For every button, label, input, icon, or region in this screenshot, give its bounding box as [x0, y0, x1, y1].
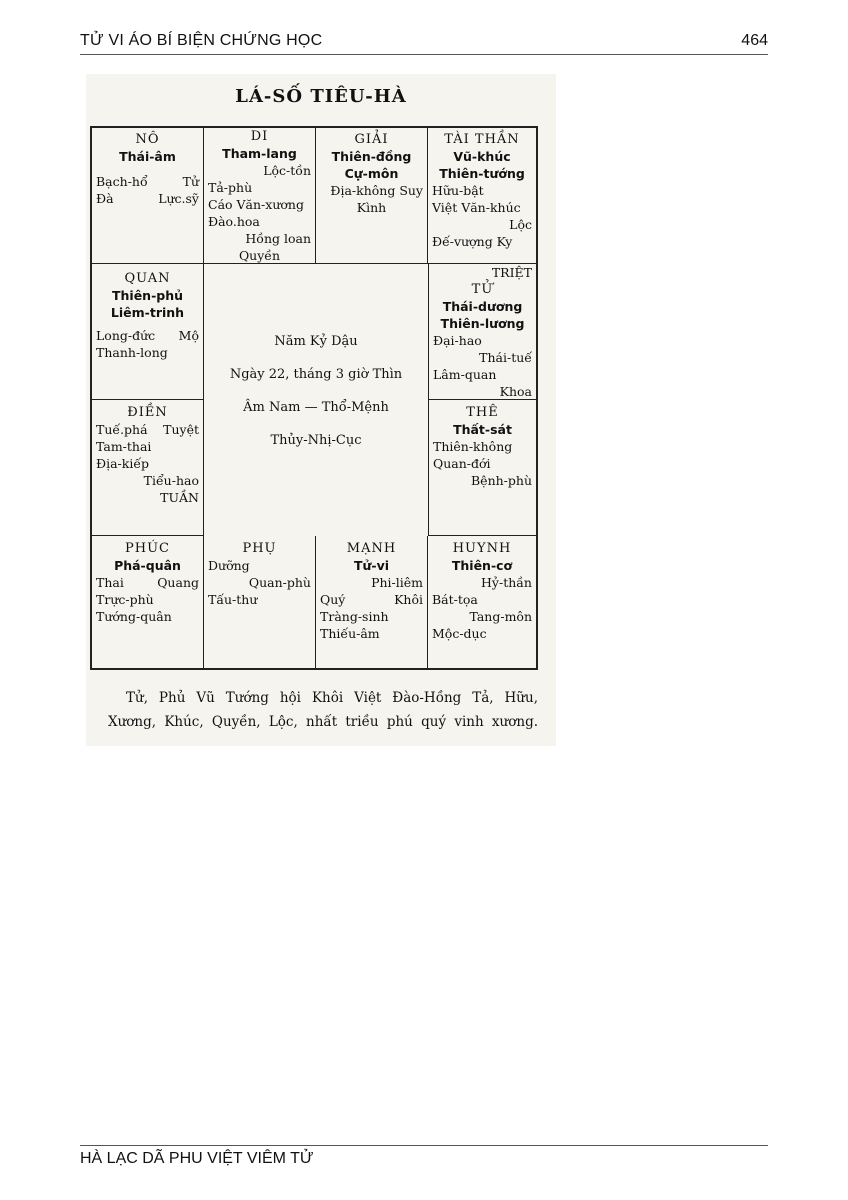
star-line: Bạch-hổ Tử	[96, 174, 199, 189]
star-line: Việt Văn-khúc	[432, 200, 521, 215]
star-line: Long-đức Mộ	[96, 328, 199, 343]
star-line: Tấu-thư	[208, 592, 258, 607]
star-line: Thai Quang	[96, 575, 199, 590]
star-line: Đại-hao	[433, 333, 482, 348]
chart-center-info	[204, 264, 428, 536]
star-line: Hữu-bật	[432, 183, 484, 198]
birth-date: Ngày 22, tháng 3 giờ Thìn	[229, 367, 403, 382]
star-line: Phi-liêm	[371, 575, 423, 590]
footer-text: HÀ LẠC DÃ PHU VIỆT VIÊM TỬ	[80, 1150, 314, 1167]
scanned-chart-image	[86, 74, 556, 746]
cell-dien	[92, 400, 204, 536]
star-line: Lộc-tồn	[263, 163, 311, 178]
star-line: Thiên-không	[433, 439, 513, 454]
star-line: Tang-môn	[469, 609, 532, 624]
main-star: Thiên-phủ	[111, 288, 184, 303]
star-line: Lâm-quan	[433, 367, 497, 382]
chart-title: LÁ-SỐ TIÊU-HÀ	[235, 86, 407, 107]
star-line: Địa-kiếp	[96, 456, 150, 471]
main-star: Thiên-đồng	[331, 149, 412, 164]
palace-the: THÊ	[466, 405, 499, 420]
cell-giai	[316, 128, 428, 264]
palace-huynh: HUYNH	[452, 541, 512, 556]
star-line: Khoa	[499, 384, 532, 399]
palace-giai: GIẢI	[354, 132, 389, 147]
element-cuc: Thủy-Nhị-Cục	[270, 433, 362, 448]
main-star: Tử-vi	[353, 558, 390, 573]
palace-di: DI	[250, 129, 269, 144]
star-line: Tả-phù	[208, 180, 253, 195]
star-line: Tràng-sinh	[320, 609, 389, 624]
main-star: Tham-lang	[222, 146, 297, 161]
star-line: Quý Khôi	[320, 592, 423, 607]
cell-phuc	[92, 536, 204, 668]
star-line: Đế-vượng Ky	[432, 234, 513, 249]
star-line: Kình	[356, 200, 387, 215]
star-line: Bệnh-phù	[470, 473, 532, 488]
cell-menh	[316, 536, 428, 668]
star-line: Đà Lực.sỹ	[96, 191, 199, 206]
star-line: Mộc-dục	[432, 626, 487, 641]
cell-huynh	[428, 536, 536, 668]
star-line: Lộc	[509, 217, 532, 232]
main-star: Cự-môn	[344, 166, 399, 181]
star-line: Quan-phù	[248, 575, 311, 590]
star-line: Thanh-long	[96, 345, 168, 360]
cell-the	[428, 400, 536, 536]
star-line: Bát-tọa	[432, 592, 478, 607]
palace-quan: QUAN	[124, 271, 171, 286]
main-star: Thất-sát	[453, 422, 512, 437]
main-star: Thiên-tướng	[439, 166, 525, 181]
star-line: Quyền	[238, 248, 281, 263]
palace-tu: TỬ	[471, 282, 494, 297]
star-line: Tam-thai	[96, 439, 152, 454]
cell-tai-than	[428, 128, 536, 264]
main-star: Phá-quân	[114, 558, 181, 573]
star-line: Thiếu-âm	[320, 626, 380, 641]
main-star: Thái-âm	[119, 149, 176, 164]
page-header	[80, 30, 768, 55]
palace-phuc: PHÚC	[125, 541, 170, 556]
tuan-marker: TUẦN	[160, 490, 199, 505]
main-star: Thái-dương	[442, 299, 523, 314]
main-star: Vũ-khúc	[453, 149, 511, 164]
star-line: Hồng loan	[245, 231, 311, 246]
palace-no: NÔ	[135, 132, 160, 147]
main-star: Thiên-cơ	[451, 558, 513, 573]
main-star: Thiên-lương	[440, 316, 525, 331]
page-number: 464	[741, 32, 768, 49]
cell-tu	[428, 264, 536, 400]
header-title: TỬ VI ÁO BÍ BIỆN CHỨNG HỌC	[80, 32, 323, 49]
verse-line: Xương, Khúc, Quyền, Lộc, nhất triều phú quý vinh xương.	[108, 714, 538, 730]
star-line: Hỷ-thần	[481, 575, 532, 590]
star-line: Dưỡng	[208, 558, 250, 573]
verse-line: Tử, Phủ Vũ Tướng hội Khôi Việt Đào-Hồng Tả, Hữu,	[126, 690, 538, 706]
star-line: Cáo Văn-xương	[208, 197, 304, 212]
star-line: Đào.hoa	[208, 214, 260, 229]
star-line: Địa-không Suy	[330, 183, 423, 198]
cell-no	[92, 128, 204, 264]
gender-element: Âm Nam — Thổ-Mệnh	[243, 400, 389, 415]
palace-dien: ĐIỀN	[127, 405, 168, 420]
birth-year: Năm Kỷ Dậu	[274, 334, 358, 349]
palace-tai-than: TÀI THẦN	[444, 132, 520, 147]
triet-marker: TRIỆT	[491, 265, 532, 280]
palace-menh: MẠNH	[346, 541, 397, 556]
cell-di	[204, 128, 316, 264]
horoscope-grid	[90, 126, 538, 670]
main-star: Liêm-trinh	[110, 305, 185, 320]
star-line: Quan-đới	[433, 456, 491, 471]
palace-phu: PHỤ	[242, 541, 277, 556]
star-line: Thái-tuế	[479, 350, 532, 365]
star-line: Tuế.phá Tuyệt	[96, 422, 199, 437]
cell-phu	[204, 536, 316, 668]
star-line: Trực-phù	[96, 592, 154, 607]
page-footer	[80, 1145, 768, 1167]
star-line: Tướng-quân	[96, 609, 172, 624]
star-line: Tiểu-hao	[143, 473, 199, 488]
verse-caption	[108, 686, 538, 734]
cell-quan	[92, 264, 204, 400]
